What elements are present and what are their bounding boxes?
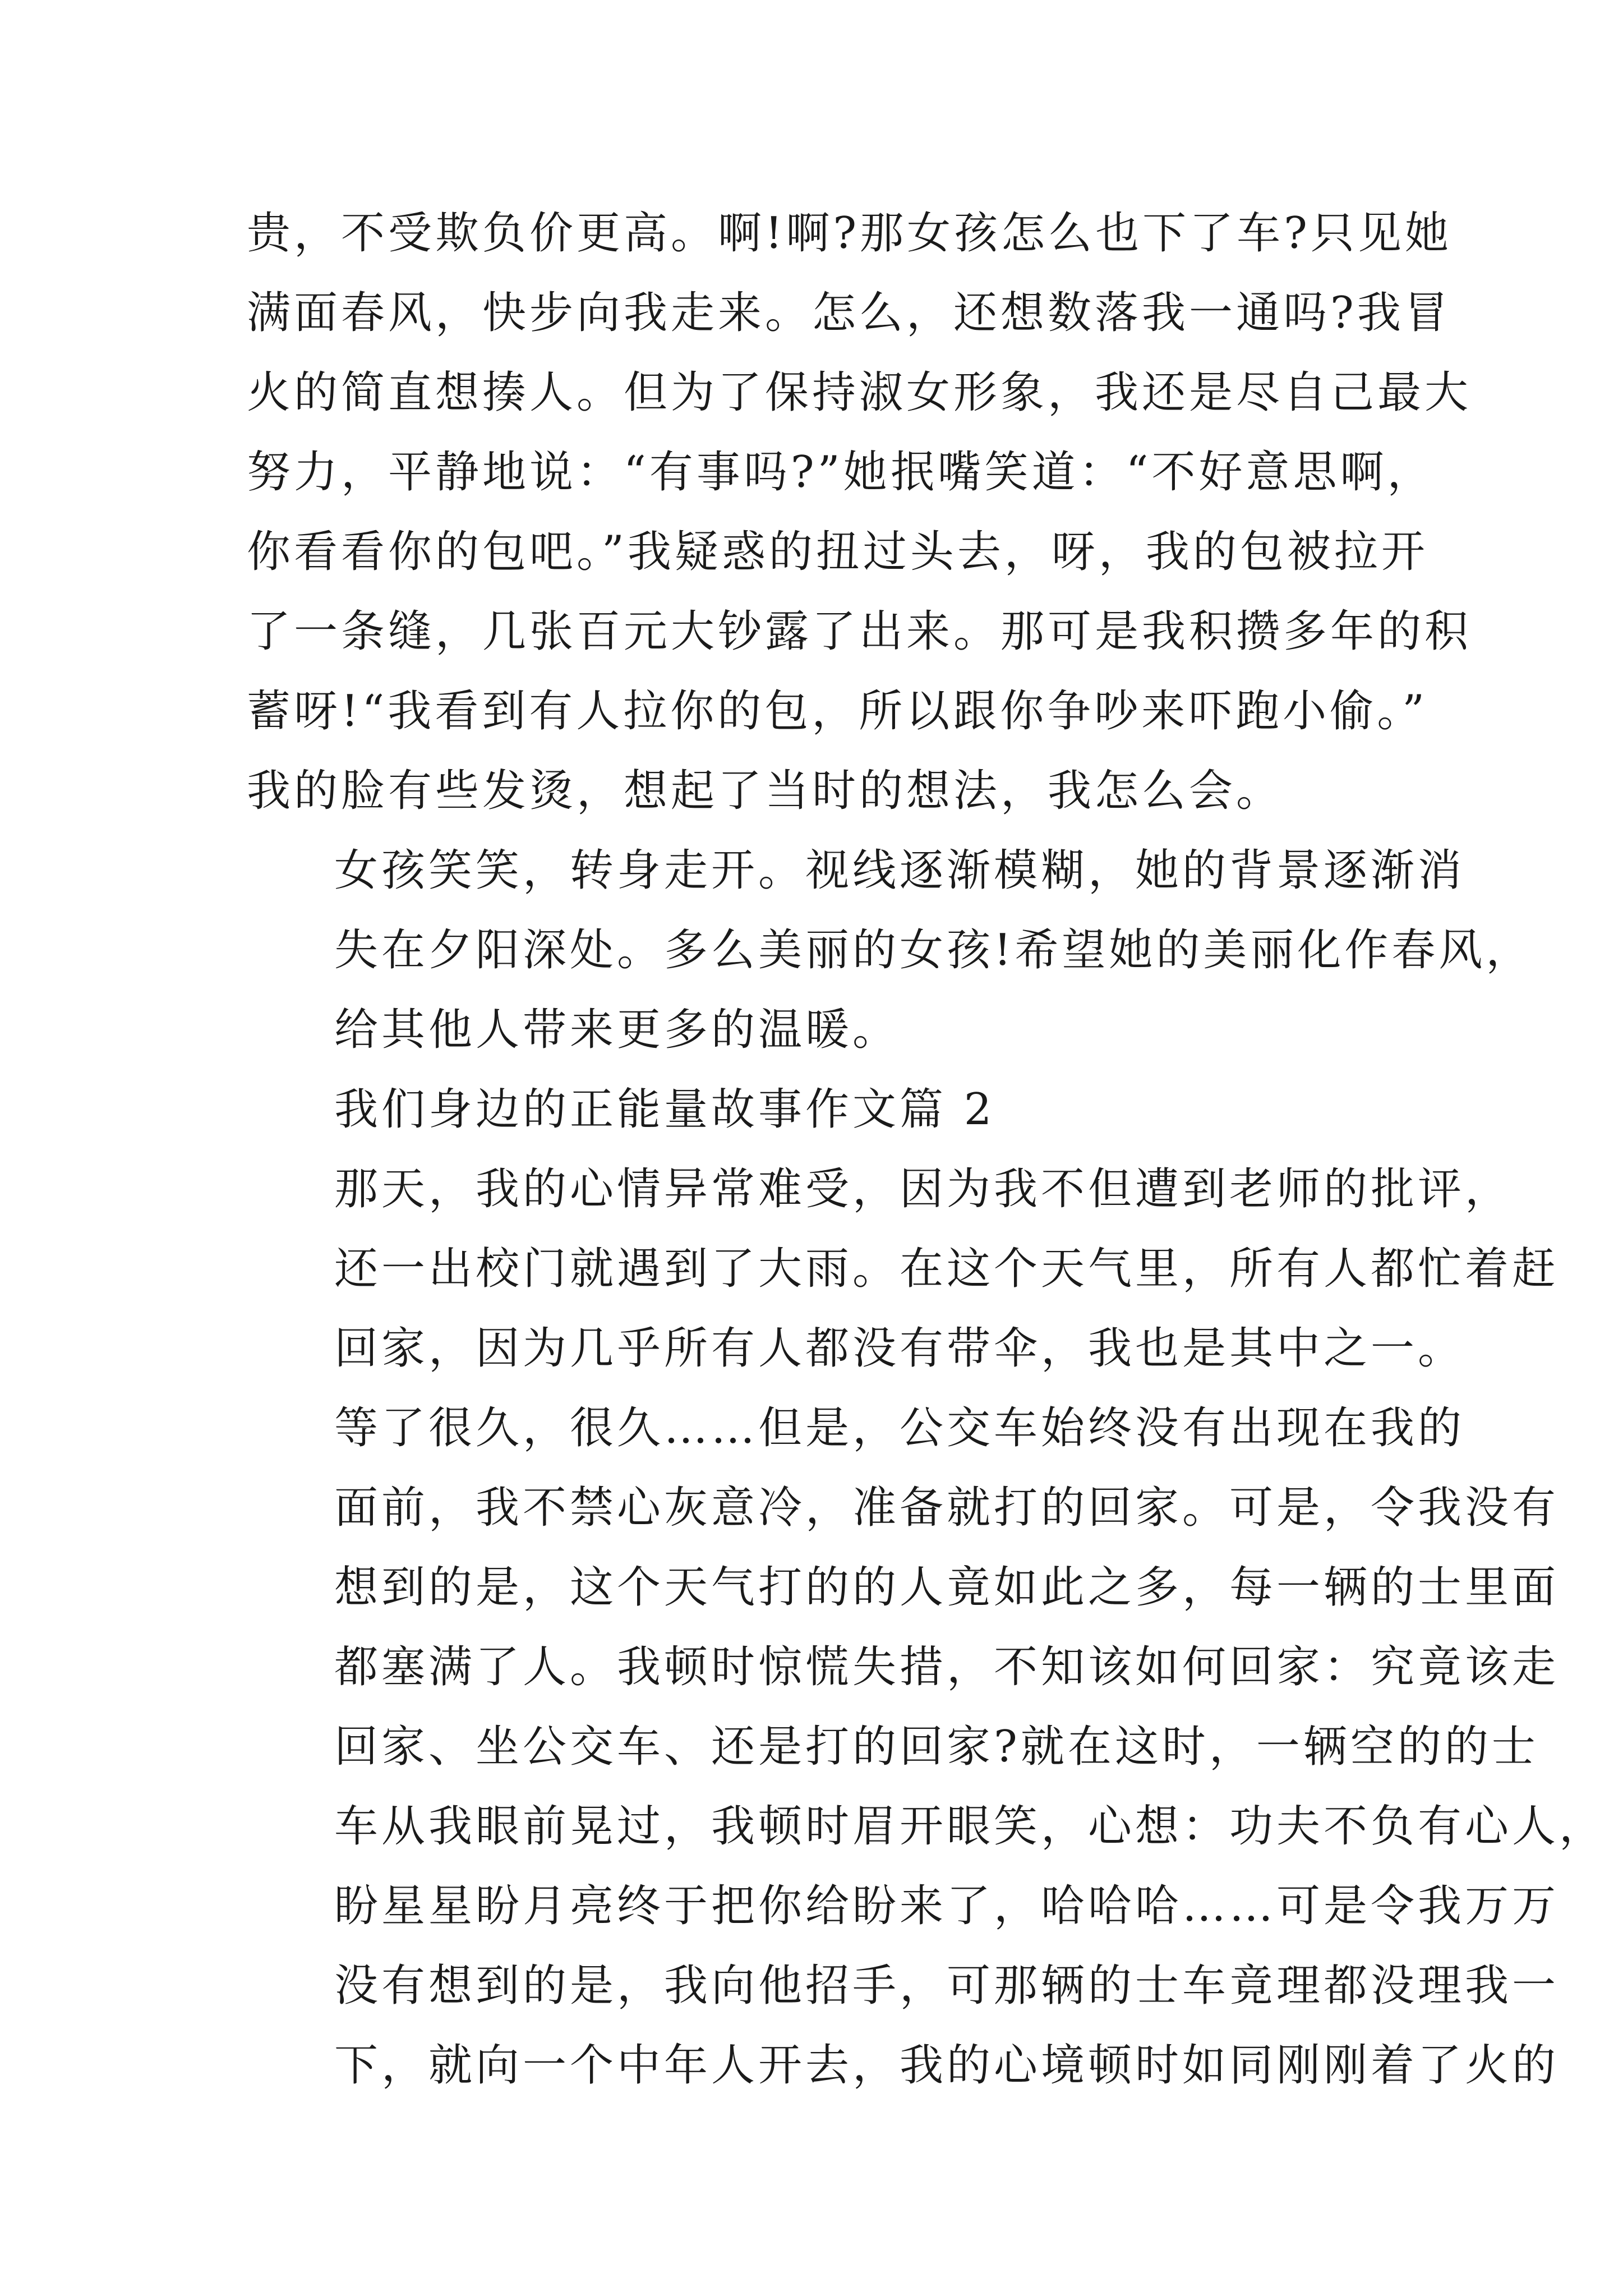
text-line: 还一出校门就遇到了大雨。在这个天气里，所有人都忙着赶 bbox=[334, 1244, 1560, 1294]
text-line: 盼星星盼月亮终于把你给盼来了，哈哈哈……可是令我万万 bbox=[334, 1881, 1560, 1931]
text-line: 我的脸有些发烫，想起了当时的想法，我怎么会。 bbox=[247, 766, 1284, 816]
paragraph-3 bbox=[247, 1149, 1560, 1388]
text-line: 满面春风，快步向我走来。怎么，还想数落我一通吗?我冒 bbox=[247, 288, 1451, 338]
text-line: 给其他人带来更多的温暖。 bbox=[334, 1005, 900, 1055]
text-line: 下，就向一个中年人开去，我的心境顿时如同刚刚着了火的 bbox=[334, 2040, 1560, 2091]
text-line: 努力，平静地说：“有事吗?”她抿嘴笑道：“不好意思啊， bbox=[247, 447, 1435, 498]
text-line: 火的简直想揍人。但为了保持淑女形象，我还是尽自己最大 bbox=[247, 367, 1472, 418]
text-line: 想到的是，这个天气打的的人竟如此之多，每一辆的士里面 bbox=[334, 1562, 1560, 1613]
text-line: 回家、坐公交车、还是打的回家?就在这时，一辆空的的士 bbox=[334, 1722, 1539, 1772]
text-line: 面前，我不禁心灰意冷，准备就打的回家。可是，令我没有 bbox=[334, 1483, 1560, 1533]
text-line: 等了很久，很久……但是，公交车始终没有出现在我的 bbox=[334, 1403, 1465, 1453]
text-line: 女孩笑笑，转身走开。视线逐渐模糊，她的背景逐渐消 bbox=[334, 845, 1465, 896]
text-line: 蓄呀!“我看到有人拉你的包，所以跟你争吵来吓跑小偷。” bbox=[247, 686, 1428, 737]
paragraph-2 bbox=[247, 831, 1533, 1070]
text-line: 都塞满了人。我顿时惊慌失措，不知该如何回家：究竟该走 bbox=[334, 1642, 1560, 1692]
heading-text: 我们身边的正能量故事作文篇 2 bbox=[334, 1084, 995, 1135]
text-line: 那天，我的心情异常难受，因为我不但遭到老师的批评， bbox=[334, 1164, 1513, 1214]
text-line: 失在夕阳深处。多么美丽的女孩!希望她的美丽化作春风， bbox=[334, 925, 1533, 976]
text-line: 车从我眼前晃过，我顿时眉开眼笑，心想：功夫不负有心人， bbox=[334, 1801, 1607, 1852]
text-line: 没有想到的是，我向他招手，可那辆的士车竟理都没理我一 bbox=[334, 1961, 1560, 2011]
paragraph-4 bbox=[247, 1388, 1607, 2105]
text-line: 你看看你的包吧。”我疑惑的扭过头去，呀，我的包被拉开 bbox=[247, 527, 1428, 577]
text-line: 贵，不受欺负价更高。啊!啊?那女孩怎么也下了车?只见她 bbox=[247, 208, 1452, 259]
paragraph-1 bbox=[247, 194, 1472, 831]
text-line: 回家，因为几乎所有人都没有带伞，我也是其中之一。 bbox=[334, 1323, 1465, 1374]
document-body bbox=[247, 194, 1607, 2105]
section-heading bbox=[247, 1070, 1385, 1149]
text-line: 了一条缝，几张百元大钞露了出来。那可是我积攒多年的积 bbox=[247, 606, 1472, 657]
